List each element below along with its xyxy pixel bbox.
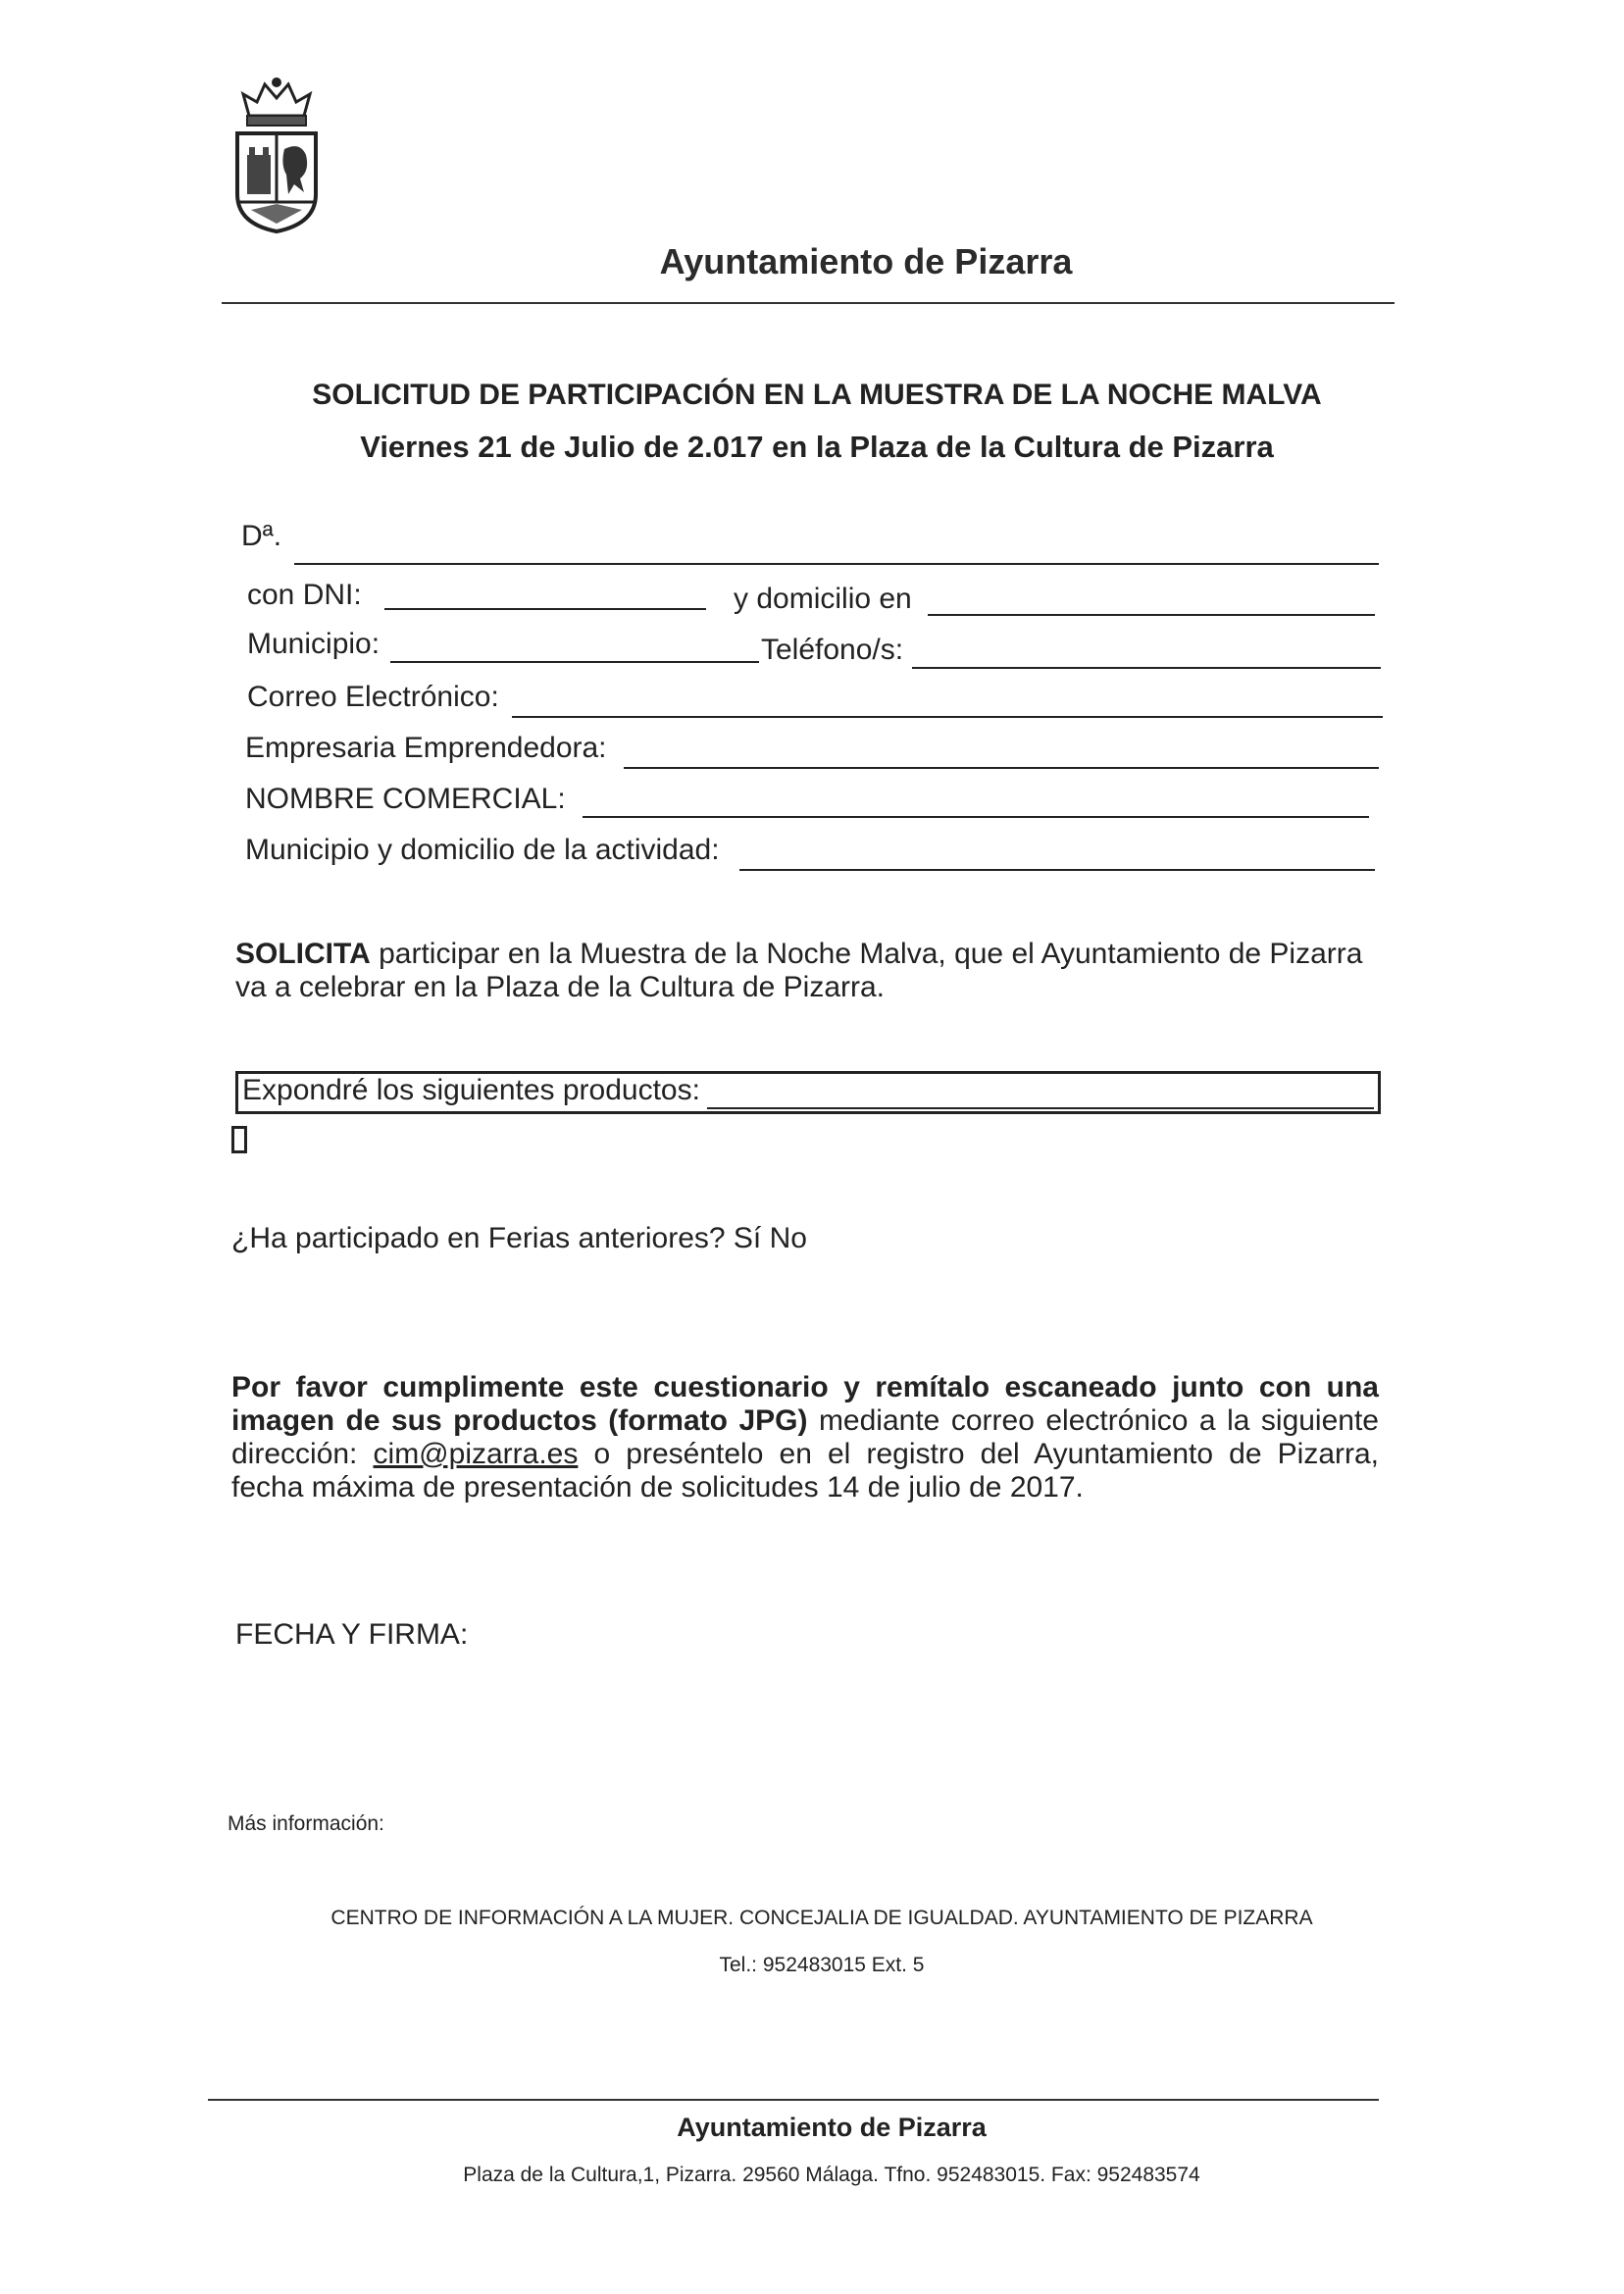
instructions-paragraph [231,1371,1379,1504]
telefono-label: Teléfono/s: [761,634,904,666]
coat-of-arms-icon [231,76,322,235]
footer-address: Plaza de la Cultura,1, Pizarra. 29560 Málaga. Tfno. 952483015. Fax: 952483574 [463,2164,1200,2186]
telefono-field[interactable] [912,667,1381,669]
header-divider [222,302,1395,304]
tel-info: Tel.: 952483015 Ext. 5 [719,1954,925,1976]
footer-divider [208,2099,1379,2101]
header-title: Ayuntamiento de Pizarra [659,241,1073,281]
productos-box[interactable] [235,1071,1381,1114]
domicilio-label: y domicilio en [734,583,912,615]
productos-field[interactable] [707,1107,1374,1109]
instructions-text-2: o preséntelo en el registro del Ayuntamiento de Pizarra, fecha máxima de presentación de solicitudes 14 de julio de 2017. [231,1438,1380,1504]
municipio-field[interactable] [390,661,759,663]
domicilio-field[interactable] [928,614,1375,616]
solicita-paragraph [235,938,1383,1004]
instructions-bold: Por favor cumplimente este cuestionario y remítalo escaneado junto con una imagen de sus productos (formato JPG) [231,1371,1379,1437]
actividad-field[interactable] [739,869,1375,871]
instructions-text-1: mediante correo electrónico a la siguiente dirección: [231,1404,1379,1470]
fecha-firma-label: FECHA Y FIRMA: [235,1618,469,1651]
centro-info: CENTRO DE INFORMACIÓN A LA MUJER. CONCEJALIA DE IGUALDAD. AYUNTAMIENTO DE PIZARRA [330,1907,1313,1929]
productos-label: Expondré los siguientes productos: [242,1074,700,1106]
email-label: Correo Electrónico: [247,681,499,713]
actividad-label: Municipio y domicilio de la actividad: [245,834,720,866]
mas-info-label: Más información: [228,1812,384,1835]
name-label: Dª. [241,520,282,552]
form-subtitle: Viernes 21 de Julio de 2.017 en la Plaza de la Cultura de Pizarra [360,430,1274,464]
nombre-comercial-field[interactable] [583,816,1369,818]
name-field[interactable] [294,563,1379,565]
empresaria-label: Empresaria Emprendedora: [245,732,607,764]
ferias-question: ¿Ha participado en Ferias anteriores? Sí No [231,1222,807,1254]
form-title: SOLICITUD DE PARTICIPACIÓN EN LA MUESTRA DE LA NOCHE MALVA [312,379,1322,411]
dni-label: con DNI: [247,579,362,611]
solicita-keyword: SOLICITA [235,938,371,970]
email-link[interactable]: cim@pizarra.es [373,1438,579,1470]
empresaria-field[interactable] [624,767,1379,769]
solicita-text: participar en la Muestra de la Noche Malva, que el Ayuntamiento de Pizarra va a celebrar en la Plaza de la Cultura de Pizarra. [235,938,1363,1003]
footer-title: Ayuntamiento de Pizarra [677,2113,987,2142]
email-field[interactable] [512,716,1383,718]
dni-field[interactable] [384,608,706,610]
productos-checkbox[interactable] [231,1126,247,1153]
municipio-label: Municipio: [247,628,381,660]
nombre-comercial-label: NOMBRE COMERCIAL: [245,783,566,815]
